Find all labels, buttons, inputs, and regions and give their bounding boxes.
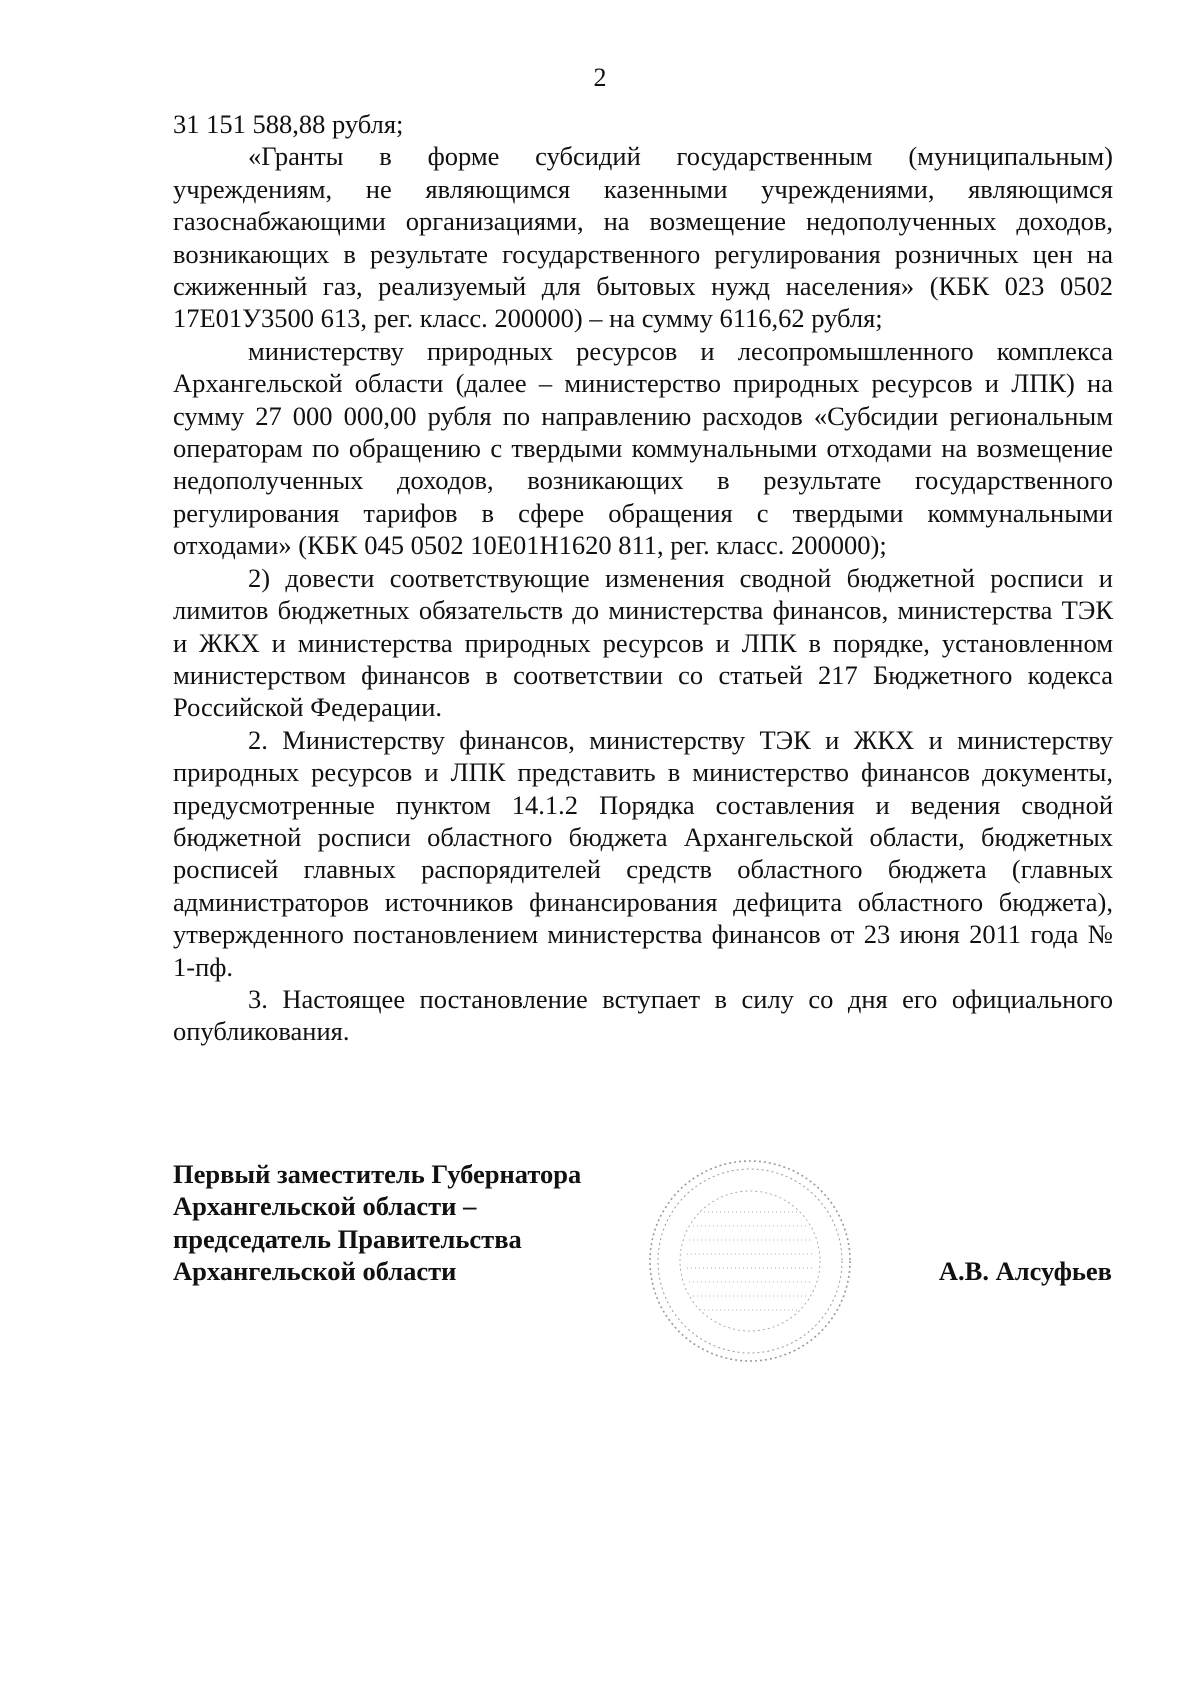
paragraph-budget-changes: 2) довести соответствующие изменения сводной бюджетной росписи и лимитов бюджетных обязательств до министерства финансов, министерства ТЭК и ЖКХ и министерства природных ресурсов и ЛПК в порядке, установленном министерством финансов в соответствии со статьей 217 Бюджетного кодекса Российской Федерации. <box>173 562 1113 723</box>
signatory-name: А.В. Алсуфьев <box>938 1256 1112 1286</box>
signatory-title-line: председатель Правительства <box>173 1223 522 1254</box>
paragraph-amount-continuation: 31 151 588,88 рубля; <box>173 109 404 139</box>
official-seal-icon <box>645 1156 855 1366</box>
signatory-title-line: Первый заместитель Губернатора <box>173 1159 582 1189</box>
paragraph-gas-grants: «Гранты в форме субсидий государственным (муниципальным) учреждениям, не являющимся казенными учреждениями, являющимся газоснабжающими организациями, на возмещение недополученных доходов, возникающих в результате государственного регулирования розничных цен на сжиженный газ, реализуемый для бытовых нужд населения» (КБК 023 0502 17Е01У3500 613, рег. класс. 200000) – на сумму 6116,62 рубля; <box>173 141 1113 334</box>
document-body <box>173 108 1113 1048</box>
signatory-title <box>173 1158 633 1288</box>
page-number: 2 <box>593 63 607 92</box>
paragraph-natural-resources-ministry: министерству природных ресурсов и лесопромышленного комплекса Архангельской области (далее – министерство природных ресурсов и ЛПК) на сумму 27 000 000,00 рубля по направлению расходов «Субсидии региональным операторам по обращению с твердыми коммунальными отходами на возмещение недополученных доходов, возникающих в результате государственного регулирования тарифов в сфере обращения с твердыми коммунальными отходами» (КБК 045 0502 10Е01Н1620 811, рег. класс. 200000); <box>173 335 1113 561</box>
signatory-title-line: Архангельской области – <box>173 1191 477 1222</box>
paragraph-clause-2: 2. Министерству финансов, министерству ТЭК и ЖКХ и министерству природных ресурсов и ЛПК представить в министерство финансов документы, предусмотренные пунктом 14.1.2 Порядка составления и ведения сводной бюджетной росписи областного бюджета Архангельской области, бюджетных росписей главных распорядителей средств областного бюджета (главных администраторов источников финансирования дефицита областного бюджета), утвержденного постановлением министерства финансов от 23 июня 2011 года № 1-пф. <box>173 724 1113 982</box>
paragraph-clause-3: 3. Настоящее постановление вступает в силу со дня его официального опубликования. <box>173 983 1113 1047</box>
signatory-title-line: Архангельской области <box>173 1256 457 1287</box>
